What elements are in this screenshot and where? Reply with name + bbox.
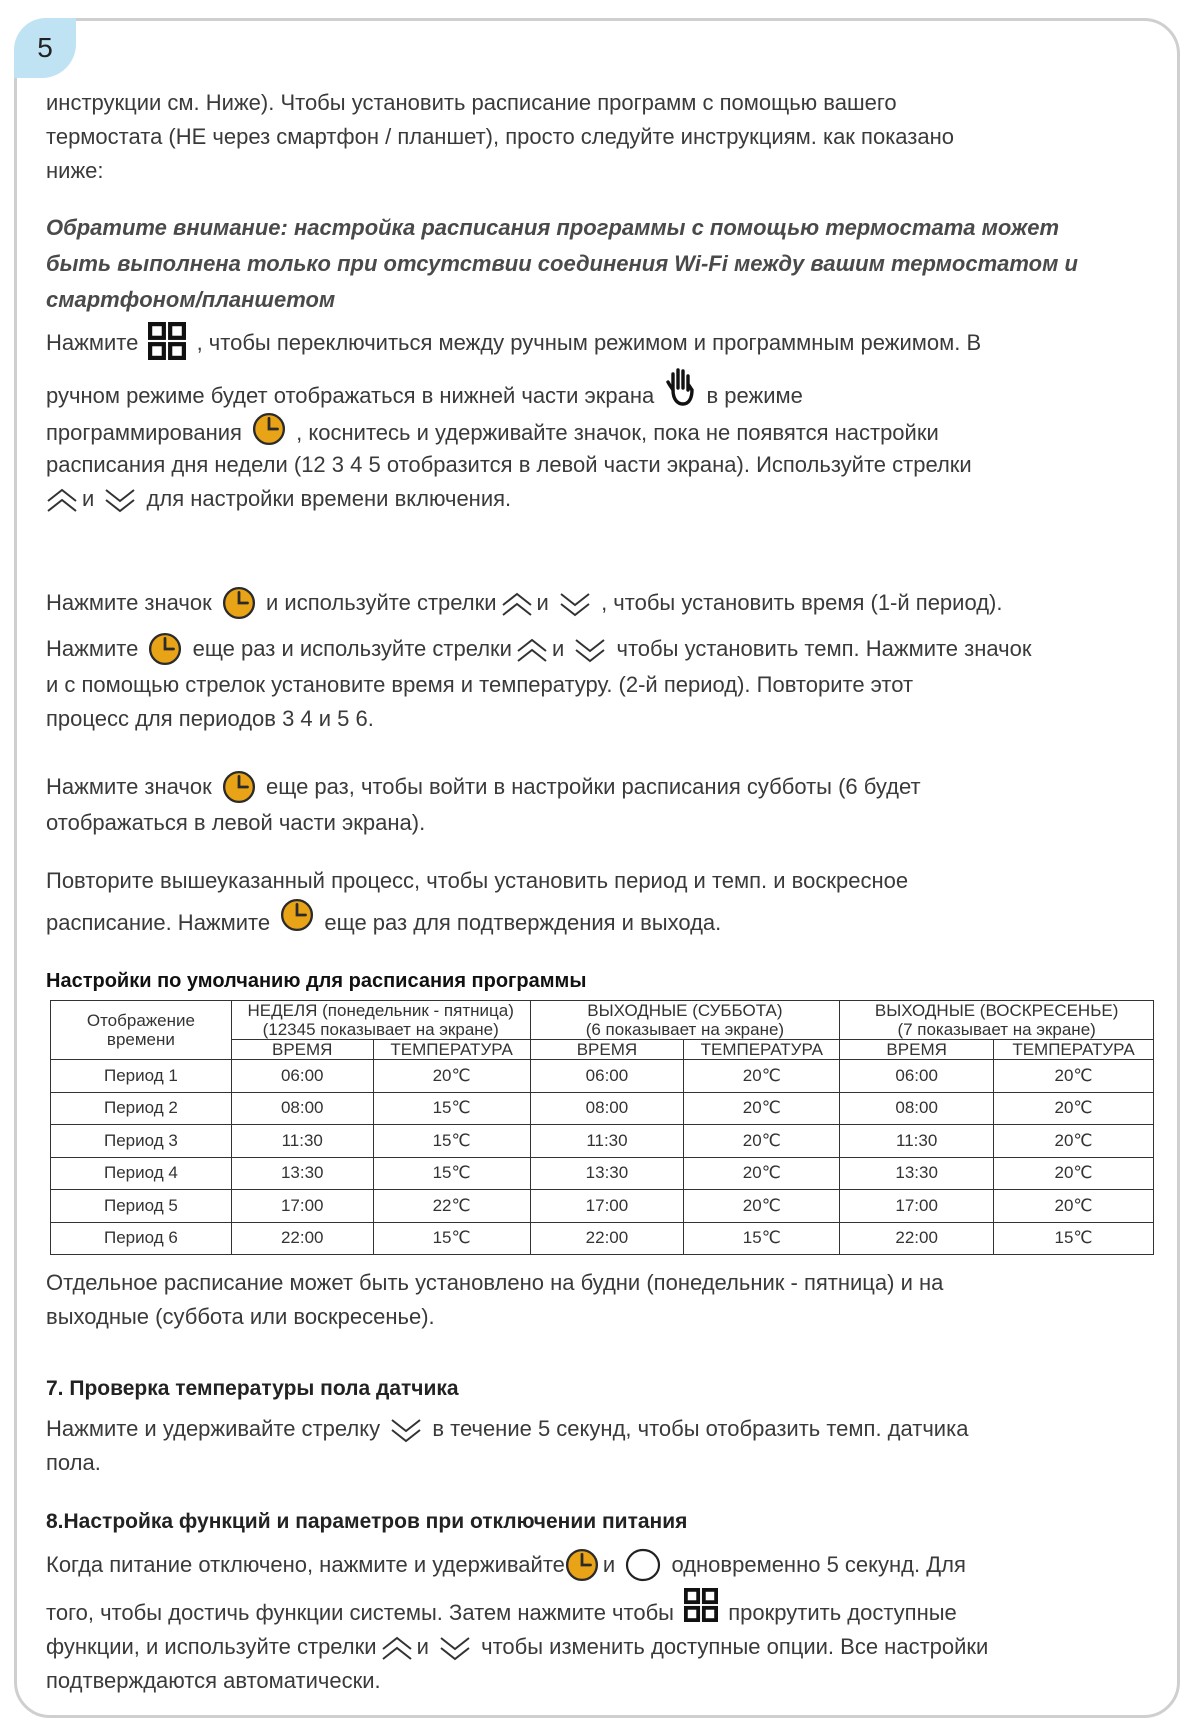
temperature-cell: 22℃ [373, 1190, 530, 1223]
double-chevron-down-icon[interactable] [559, 590, 591, 618]
time-cell: 11:30 [530, 1125, 684, 1158]
sunday-paragraph [46, 864, 1126, 948]
table-header-row [51, 1001, 1154, 1040]
grid-mode-icon [148, 322, 186, 360]
column-header: ТЕМПЕРАТУРА [994, 1040, 1154, 1060]
group-header [530, 1001, 840, 1040]
temperature-cell: 15℃ [373, 1092, 530, 1125]
text: выходные (суббота или воскресенье). [46, 1304, 435, 1329]
table-row [51, 1060, 1154, 1093]
wifi-note [46, 210, 1126, 318]
period-label-cell: Период 3 [51, 1125, 232, 1158]
time-cell: 17:00 [530, 1190, 684, 1223]
period-label-cell: Период 5 [51, 1190, 232, 1223]
section-8-heading: 8.Настройка функций и параметров при отключении питания [46, 1510, 688, 1533]
temperature-cell: 15℃ [994, 1222, 1154, 1255]
header-text: времени [106, 1030, 175, 1049]
temperature-cell: 20℃ [684, 1157, 840, 1190]
temperature-cell: 20℃ [994, 1190, 1154, 1223]
group-header [231, 1001, 530, 1040]
time-cell: 22:00 [840, 1222, 994, 1255]
column-header: ВРЕМЯ [231, 1040, 373, 1060]
temperature-cell: 20℃ [684, 1125, 840, 1158]
header-text: ВЫХОДНЫЕ (ВОСКРЕСЕНЬЕ) [874, 1001, 1119, 1020]
text: в режиме [706, 383, 803, 408]
note-line: Обратите внимание: настройка расписания программы с помощью термостата может [46, 215, 1060, 240]
time-cell: 08:00 [231, 1092, 373, 1125]
clock-icon [565, 1548, 599, 1582]
text: Повторите вышеуказанный процесс, чтобы установить период и темп. и воскресное [46, 868, 909, 893]
page-number: 5 [37, 32, 53, 63]
table-body [51, 1060, 1154, 1255]
text: и [602, 1552, 616, 1577]
section-8-paragraph [46, 1548, 1126, 1698]
text: Нажмите [46, 330, 139, 355]
text: Нажмите и удерживайте стрелку [46, 1416, 381, 1441]
clock-icon [222, 586, 256, 620]
table-row [51, 1190, 1154, 1223]
temperature-cell: 20℃ [684, 1190, 840, 1223]
text: и [536, 590, 549, 615]
period-label-cell: Период 6 [51, 1222, 232, 1255]
double-chevron-up-icon[interactable] [501, 591, 533, 617]
time-cell: 08:00 [840, 1092, 994, 1125]
text: программирования [46, 420, 242, 445]
time-cell: 13:30 [530, 1157, 684, 1190]
power-circle-icon [625, 1548, 661, 1582]
text: Нажмите [46, 636, 139, 661]
hand-icon [664, 366, 696, 406]
temperature-cell: 20℃ [994, 1060, 1154, 1093]
header-text: (6 показывает на экране) [585, 1020, 785, 1039]
time-cell: 11:30 [231, 1125, 373, 1158]
text: чтобы изменить доступные опции. Все настройки [481, 1634, 989, 1659]
text: Нажмите значок [46, 590, 212, 615]
text: функции, и используйте стрелки [46, 1634, 377, 1659]
table-row [51, 1222, 1154, 1255]
clock-icon [222, 770, 256, 804]
text: пола. [46, 1450, 101, 1475]
temperature-cell: 20℃ [684, 1060, 840, 1093]
mode-paragraph [46, 322, 1126, 516]
double-chevron-up-icon[interactable] [516, 637, 548, 663]
header-text: НЕДЕЛЯ (понедельник - пятница) [247, 1001, 514, 1020]
time-cell: 13:30 [840, 1157, 994, 1190]
double-chevron-down-icon[interactable] [439, 1634, 471, 1662]
column-header: ТЕМПЕРАТУРА [373, 1040, 530, 1060]
text: и с помощью стрелок установите время и температуру. (2-й период). Повторите этот [46, 672, 914, 697]
text: и [551, 636, 565, 661]
note-line: быть выполнена только при отсутствии соединения Wi-Fi между вашим термостатом и [46, 251, 1078, 276]
header-text: ВЫХОДНЫЕ (СУББОТА) [587, 1001, 783, 1020]
intro-line: инструкции см. Ниже). Чтобы установить расписание программ с помощью вашего [46, 90, 897, 115]
double-chevron-down-icon[interactable] [104, 486, 136, 514]
time-cell: 22:00 [231, 1222, 373, 1255]
double-chevron-up-icon[interactable] [381, 1635, 413, 1661]
intro-line: термостата (НЕ через смартфон / планшет), просто следуйте инструкциям. как показано [46, 124, 954, 149]
text: в течение 5 секунд, чтобы отобразить темп. датчика [432, 1416, 969, 1441]
text: прокрутить доступные [728, 1600, 957, 1625]
time-cell: 22:00 [530, 1222, 684, 1255]
temperature-cell: 15℃ [684, 1222, 840, 1255]
section-7-paragraph [46, 1412, 1126, 1480]
text: , чтобы установить время (1-й период). [601, 590, 1003, 615]
intro-line: ниже: [46, 158, 104, 183]
text: процесс для периодов 3 4 и 5 6. [46, 706, 374, 731]
text: и [82, 486, 95, 511]
period-label-cell: Период 2 [51, 1092, 232, 1125]
temperature-cell: 20℃ [994, 1157, 1154, 1190]
table-title: Настройки по умолчанию для расписания программы [46, 970, 587, 992]
temperature-cell: 15℃ [373, 1125, 530, 1158]
temperature-cell: 20℃ [994, 1092, 1154, 1125]
text: отображаться в левой части экрана). [46, 810, 426, 835]
note-line: смартфоном/планшетом [46, 287, 336, 312]
header-text: (7 показывает на экране) [897, 1020, 1096, 1039]
text: еще раз, чтобы войти в настройки расписания субботы (6 будет [266, 774, 921, 799]
time-cell: 06:00 [840, 1060, 994, 1093]
grid-mode-icon [684, 1588, 718, 1622]
period-label-cell: Период 1 [51, 1060, 232, 1093]
group-header [840, 1001, 1154, 1040]
saturday-paragraph [46, 770, 1126, 840]
temperature-cell: 15℃ [373, 1222, 530, 1255]
text: , коснитесь и удерживайте значок, пока не появятся настройки [296, 420, 939, 445]
clock-icon [148, 632, 182, 666]
table-corner-header [51, 1001, 232, 1060]
header-text: (12345 показывает на экране) [262, 1020, 499, 1039]
temperature-cell: 20℃ [994, 1125, 1154, 1158]
period-label-cell: Период 4 [51, 1157, 232, 1190]
text: , чтобы переключиться между ручным режимом и программным режимом. В [196, 330, 982, 355]
clock-icon [280, 898, 314, 932]
time-cell: 11:30 [840, 1125, 994, 1158]
temperature-cell: 20℃ [373, 1060, 530, 1093]
text: расписания дня недели (12 3 4 5 отобразится в левой части экрана). Используйте стрелки [46, 452, 972, 477]
temperature-cell: 20℃ [684, 1092, 840, 1125]
time-cell: 06:00 [530, 1060, 684, 1093]
text: одновременно 5 секунд. Для [671, 1552, 966, 1577]
text: для настройки времени включения. [146, 486, 512, 511]
section-7-heading: 7. Проверка температуры пола датчика [46, 1377, 459, 1400]
time-cell: 13:30 [231, 1157, 373, 1190]
text: еще раз для подтверждения и выхода. [324, 910, 722, 935]
time-cell: 17:00 [840, 1190, 994, 1223]
double-chevron-down-icon[interactable] [574, 636, 606, 664]
time-cell: 17:00 [231, 1190, 373, 1223]
time-cell: 06:00 [231, 1060, 373, 1093]
clock-icon [252, 412, 286, 446]
schedule-table [50, 1000, 1154, 1255]
period-paragraph [46, 586, 1126, 736]
text: расписание. Нажмите [46, 910, 271, 935]
column-header: ТЕМПЕРАТУРА [684, 1040, 840, 1060]
temperature-cell: 15℃ [373, 1157, 530, 1190]
text: подтверждаются автоматически. [46, 1668, 381, 1693]
double-chevron-down-icon[interactable] [390, 1416, 422, 1444]
text: Когда питание отключено, нажмите и удерживайте [46, 1552, 565, 1577]
text: и [416, 1634, 429, 1659]
text: еще раз и используйте стрелки [192, 636, 512, 661]
text: Отдельное расписание может быть установлено на будни (понедельник - пятница) и на [46, 1270, 944, 1295]
after-table-paragraph [46, 1266, 1126, 1334]
text: чтобы установить темп. Нажмите значок [616, 636, 1032, 661]
time-cell: 08:00 [530, 1092, 684, 1125]
column-header: ВРЕМЯ [530, 1040, 684, 1060]
text: того, чтобы достичь функции системы. Затем нажмите чтобы [46, 1600, 674, 1625]
double-chevron-up-icon[interactable] [46, 487, 78, 513]
header-text: Отображение [86, 1011, 195, 1030]
column-header: ВРЕМЯ [840, 1040, 994, 1060]
text: Нажмите значок [46, 774, 212, 799]
table-row [51, 1157, 1154, 1190]
text: и используйте стрелки [266, 590, 497, 615]
intro-paragraph [46, 86, 1126, 188]
table-row [51, 1092, 1154, 1125]
table-row [51, 1125, 1154, 1158]
text: ручном режиме будет отображаться в нижней части экрана [46, 383, 655, 408]
